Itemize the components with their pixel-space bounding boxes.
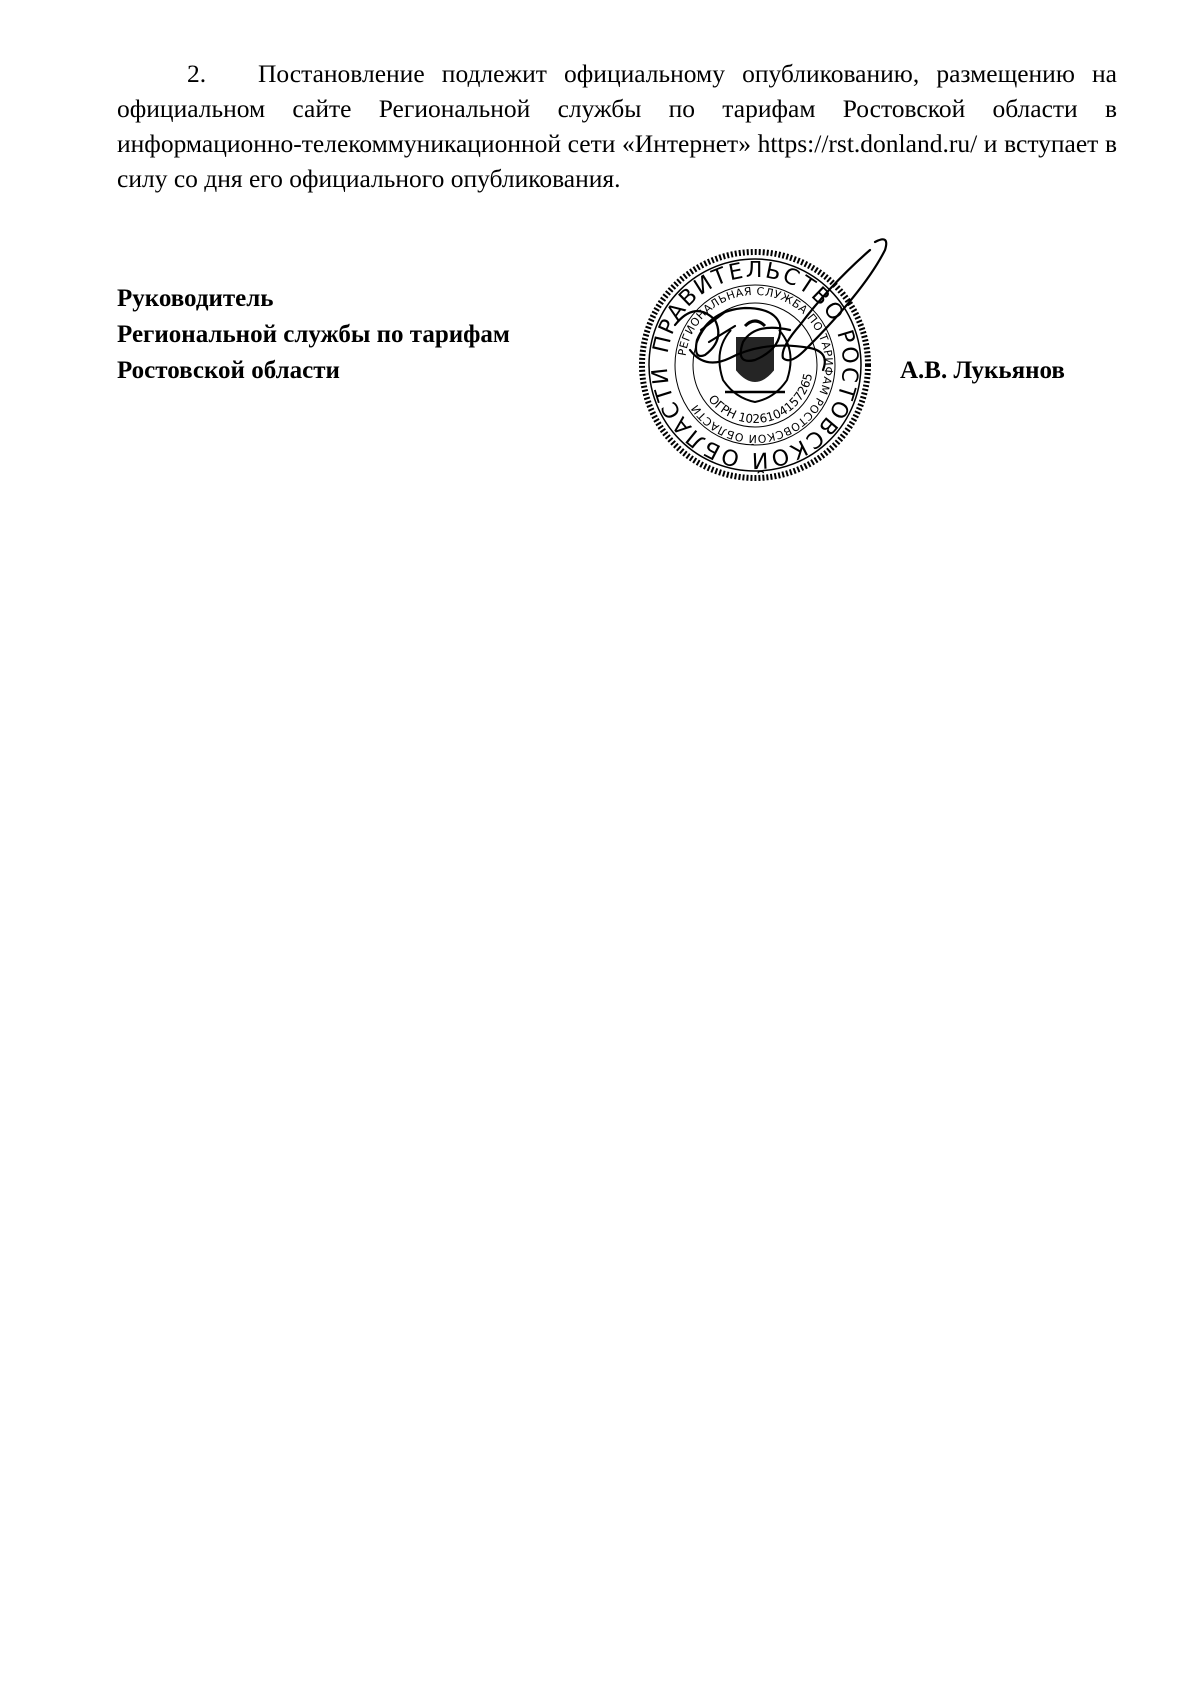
signatory-title-line: Руководитель <box>117 285 274 312</box>
signatory-title-line: Ростовской области <box>117 357 340 384</box>
signatory-name: А.В. Лукьянов <box>900 357 1065 384</box>
paragraph-text: Постановление подлежит официальному опубликованию, размещению на официальном сайте Региональной службы по тарифам Ростовской области в информационно-телекоммуникационной сети «Интернет» https://rst.donland.ru/ и вступает в силу со дня его официального опубликования. <box>117 59 1117 193</box>
paragraph-2 <box>117 56 1117 196</box>
paragraph-number: 2. <box>187 59 207 88</box>
signatory-title-line: Региональной службы по тарифам <box>117 321 510 348</box>
seal-ogrn-text: ОГРН 1026104157265 <box>705 371 816 427</box>
seal-outer-text: ПРАВИТЕЛЬСТВО РОСТОВСКОЙ ОБЛАСТИ <box>647 257 863 473</box>
seal-middle-text: РЕГИОНАЛЬНАЯ СЛУЖБА ПО ТАРИФАМ РОСТОВСКОЙ ОБЛАСТИ <box>675 284 836 446</box>
official-seal <box>605 230 905 500</box>
signatory-title <box>117 281 510 389</box>
